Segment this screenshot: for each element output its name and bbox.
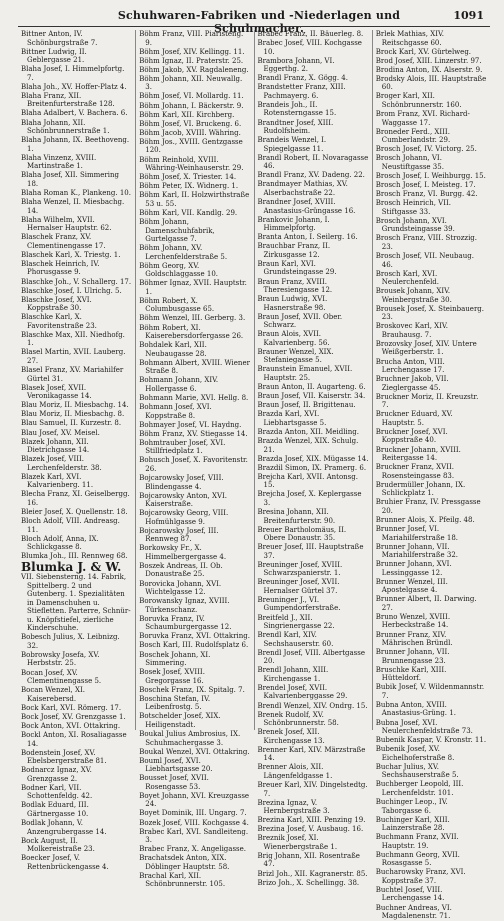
directory-entry: Bouml Josef, XVI. Liebhartsgasse 20. xyxy=(139,756,213,774)
directory-entry: Böhm Johann, Damenschuhfabrik, Gurtelgasse 7. xyxy=(139,218,215,243)
directory-entry: Böhm Robert, X. Columbusgasse 65. xyxy=(139,296,215,314)
directory-entry: Brejcha Karl, XVII. Antonsg. 15. xyxy=(257,472,358,490)
directory-entry: Blau Moriz, II. Miesbachg. 14. xyxy=(21,401,129,410)
directory-entry: Bohmann Josef, XVI. Koppstraße 8. xyxy=(139,403,212,420)
directory-entry: Brenner Karl, XIV. Märzstraße 14. xyxy=(257,745,366,763)
directory-entry: Bohmann Albert, XVIII. Wiener Straße 8. xyxy=(139,358,250,376)
directory-entry: Boschina Stefan, IV. Leibenfrostg. 5. xyxy=(139,694,211,712)
directory-entry: Brucha Anton, VIII. Lerchengasse 17. xyxy=(375,357,445,375)
directory-entry: Brizo Joh., X. Schellingg. 38. xyxy=(257,878,360,887)
directory-entry: Brousek Johann, XIV. Weinbergstraße 30. xyxy=(375,287,452,304)
directory-entry: Boschek Johann, XI. Simmering. xyxy=(139,650,211,668)
directory-entry: Braun Alois, XVII. Kalvarienberg. 56. xyxy=(257,330,330,347)
directory-entry: Blau Josef, XV. Meisel. xyxy=(21,428,100,437)
column-1 xyxy=(18,30,135,871)
directory-entry: Blau Moriz, II. Miesbachg. 8. xyxy=(21,410,125,419)
directory-entry: Breuer Karl, XIV. Dingelstedtg. 7. xyxy=(257,781,368,798)
directory-entry: Braun Ludwig, XVI. Hasnerstraße 98. xyxy=(257,295,328,312)
directory-entry: Blasel Martin, XVII. Lauberg. 27. xyxy=(21,348,126,365)
directory-entry: Böhm Robert, XI. Kaiserebersdorfergasse 26. xyxy=(139,323,244,341)
directory-entry: Bruschke Karl, XIII. Hütteldorf. xyxy=(375,665,447,683)
directory-entry: Blaha Wilhelm, XVII. Hernalser Hauptstr. 62. xyxy=(21,215,112,233)
directory-entry: Brosch Franz, VIII. Strozzig. 23. xyxy=(375,234,478,251)
directory-entry: Brejcha Josef, X. Keplergasse 3. xyxy=(257,490,362,507)
directory-entry: Brosch Josef, I. Meisteg. 17. xyxy=(375,181,476,190)
directory-entry: Brezina Josef, V. Ausbaug. 16. xyxy=(257,825,364,834)
directory-entry: Böhm Karl, VII. Kandlg. 29. xyxy=(139,208,238,217)
directory-entry: Bojcarowsky Georg, VIII. Hofmühlgasse 9. xyxy=(139,509,229,526)
directory-entry: Borowansky Ignaz, XVIII. Türkenschanz. xyxy=(139,597,230,614)
directory-entry: Brosch Josef, VII. Neubaug. 46. xyxy=(375,252,474,269)
directory-entry: Braun Josef, VII. Kaiserstr. 34. xyxy=(257,392,366,401)
directory-entry: Bozek Josef, VIII. Kochgasse 4. xyxy=(139,818,249,827)
directory-entry: Botschelder Josef, XIX. Heiligenstadt. xyxy=(139,712,221,729)
directory-entry: Brom Franz, XVI. Richard-Waggasse 17. xyxy=(375,110,470,127)
directory-entry: Blaschek Karl, X. Triestg. 1. xyxy=(21,250,121,259)
directory-entry: Breuer Josef, III. Hauptstraße 37. xyxy=(257,543,364,560)
directory-entry: Brousek Josef, X. Steinbauerg. 23. xyxy=(375,304,485,322)
directory-entry: Breuninger J., VI. Gumpendorferstraße. xyxy=(257,595,341,613)
directory-entry: Brazda Anton, XII. Meidling. xyxy=(257,427,359,436)
directory-entry: Breuninger Josef, XVIII. Schwarzspanierstr. 1. xyxy=(257,560,343,578)
directory-entry: Brendel Josef, XVII. Kalvarienberggasse 29. xyxy=(257,683,348,701)
directory-entry: Bubenik Josef, XV. Eichelhoferstraße 8. xyxy=(375,745,455,762)
directory-entry: Bock Josef, XV. Grenzgasse 1. xyxy=(21,712,126,721)
directory-entry: Brozovsky Josef, XIV. Untere Weißgerberstr. 1. xyxy=(375,339,477,357)
directory-entry: Bojcarowsky Anton, XVI. Kaiserstraße. xyxy=(139,491,228,509)
directory-entry: Brudermüller Johann, IX. Schlickplatz 1. xyxy=(375,480,466,498)
directory-entry: Buchar Julius, XV. Sechshauserstraße 5. xyxy=(375,762,459,780)
directory-entry: Bohmann Johann, XIV. Hollergasse 6. xyxy=(139,376,219,393)
directory-entry: Braun Josef, XVII. Ober. Schwarz. xyxy=(257,312,343,330)
directory-entry: Brandl Robert, II. Novaragasse 46. xyxy=(257,153,369,171)
directory-entry: Brlek Mathias, XIV. Reitschgasse 60. xyxy=(375,30,445,47)
directory-entry: Breitfeld J., XII. Singrienergasse 22. xyxy=(257,613,335,631)
directory-entry: Brock Karl, XV. Gürtelweg. xyxy=(375,47,472,56)
directory-entry: Breuer Bartholomäus, II. Obere Donaustr. 35. xyxy=(257,525,347,543)
directory-entry: Boyet Johann, XVI. Kreuzgasse 24. xyxy=(139,791,250,809)
directory-entry: Böhm Ignaz, II. Praterstr. 25. xyxy=(139,56,244,65)
directory-entry: Bubenik Kaspar, V. Kronstr. 11. xyxy=(375,736,487,745)
directory-entry: Brenner Alois, XII. Längenfeldgasse 1. xyxy=(257,763,333,780)
directory-entry: Bojcarowsky Josef, VIII. Blindengasse 4. xyxy=(139,474,224,491)
directory-entry: Brazda Josef, XIX. Mügasse 14. xyxy=(257,454,369,463)
directory-entry: Böhm Georg, XV. Goldschlaggasse 10. xyxy=(139,261,219,279)
directory-entry: Bodenstein Josef, XV. Ebelsbergerstraße 81. xyxy=(21,748,107,766)
directory-entry: Borkowsky Fr., X. Himmelbergergasse 4. xyxy=(139,544,227,561)
directory-entry: Boecker Josef, V. Rettenbrückengasse 4. xyxy=(21,854,109,871)
directory-entry: Bohusch Josef, X. Favoritenstr. 26. xyxy=(139,456,248,473)
directory-entry: Bodner Karl, VII. Schottenfeldg. 42. xyxy=(21,783,93,801)
directory-entry: Bodlak Eduard, III. Gärtnergasse 10. xyxy=(21,801,89,818)
directory-entry: Buchtel Josef, VIII. Lerchengasse 14. xyxy=(375,885,445,903)
directory-entry: VII. Siebensterng. 14. Fabrik, Spittelberg. 2 und Gutenberg. 1. Spezialitäten in Damenschuhen u. Stiefletten. Parterre, Schnür- u. Knöpfstiefel, zierliche Kinderschuhe. xyxy=(21,573,131,633)
directory-entry: Böhm Josef, X. Triester. 14. xyxy=(139,173,237,182)
directory-entry: Brosch Johann, VI. Neustiftgasse 35. xyxy=(375,154,444,171)
directory-entry: Böhm Johann, XV. Lerchenfelderstraße 5. xyxy=(139,244,228,261)
directory-entry: Blaha Joh., XV. Hoffer-Platz 4. xyxy=(21,82,127,91)
directory-entry: Böhm Josef, XIV. Kellingg. 11. xyxy=(139,47,245,56)
directory-entry: Blaschke Josef, XVI. Koppstraße 30. xyxy=(21,295,92,313)
directory-entry: Brodsky Alois, III. Hauptstraße 60. xyxy=(375,74,487,92)
directory-entry: Boschek Franz, IX. Spitalg. 7. xyxy=(139,685,245,694)
directory-entry: Brandtner Josef, XIII. Rudolfsheim. xyxy=(257,118,334,136)
directory-entry: Brosch Karl, XVI. Neulerchenfeld. xyxy=(375,269,440,287)
directory-entry: Bruhier Franz, IV. Pressgasse 20. xyxy=(375,498,481,515)
directory-entry: Brunner Franz, XIV. Mährischen Bründl. xyxy=(375,630,453,648)
directory-entry: Brunner Johann, VII. Brunnengasse 23. xyxy=(375,648,450,665)
directory-entry: Boszek Andreas, II. Ob. Donaustraße 25. xyxy=(139,561,223,579)
directory-entry: Bruckner Josef, XVI. Koppstraße 40. xyxy=(375,427,448,445)
directory-entry: Bodnarcz Ignaz, XV. Grenzgasse 2. xyxy=(21,766,92,783)
directory-entry: Brunner Albert, II. Darwing. 27. xyxy=(375,595,477,612)
directory-entry: Böhm Johann, I. Bäckerstr. 9. xyxy=(139,101,244,110)
directory-entry: Blazek Josef, VIII. Lerchenfelderstr. 38. xyxy=(21,455,102,472)
directory-entry: Böhm Karl, II. Holzwirthstraße 53 u. 55. xyxy=(139,191,250,208)
directory-entry: Bousset Josef, XVII. Rosengasse 53. xyxy=(139,774,209,791)
directory-entry: Boyet Dominik, III. Ungarg. 7. xyxy=(139,809,247,818)
directory-entry: Bock Anton, XVI. Ottakring. xyxy=(21,721,121,730)
directory-entry: Brunner Alois, X. Pfeilg. 48. xyxy=(375,515,475,524)
directory-entry: Blaha Josef, I. Himmelpfortg. 7. xyxy=(21,65,125,82)
directory-entry: Blaha Adalbert, V. Bachera. 6. xyxy=(21,109,128,118)
directory-entry: Brendl Johann, XIII. Kirchengasse 1. xyxy=(257,666,329,683)
column-3 xyxy=(254,30,372,887)
directory-entry: Bubna Josef, XVI. Neulerchenfeldstraße 73. xyxy=(375,718,473,736)
directory-entry: Brosch Johann, XVI. Grundsteingasse 39. xyxy=(375,216,455,234)
directory-entry: Branta Anton, I. Seilerg. 16. xyxy=(257,233,358,242)
directory-entry: Brendl Wenzel, XIV. Ondrg. 15. xyxy=(257,701,368,710)
directory-entry: Blaha Vinzenz, XVIII. Martinstraße 1. xyxy=(21,153,97,171)
directory-entry: Brunner Johann, VII. Mariahilferstraße 32. xyxy=(375,542,459,560)
directory-entry: Bosek Josef, XVIII. Gregorgasse 16. xyxy=(139,668,205,685)
directory-entry: Bruchner Jakob, VII. Zieglergasse 45. xyxy=(375,375,449,392)
directory-entry: Boukal Julius Ambrosius, IX. Schuhmachergasse 3. xyxy=(139,730,241,747)
directory-entry: Breznik Josef, XI. Wienerbergstraße 1. xyxy=(257,834,338,851)
directory-entry: Brunner Wenzel, III. Apostelgasse 4. xyxy=(375,577,448,595)
directory-entry: Brezina Karl, XIII. Penzing 19. xyxy=(257,816,366,825)
directory-entry: Blaha Johann, XII. Schönbrunnerstraße 1. xyxy=(21,118,110,136)
directory-entry: Braunstein Emanuel, XVII. Hauptstr. 25. xyxy=(257,365,353,382)
directory-entry: Brunner Josef, VI. Mariahilferstraße 18. xyxy=(375,525,459,542)
directory-entry: Blaschke Joh., V. Schallerg. 17. xyxy=(21,277,132,286)
directory-entry: Blaschek Heinrich, IV. Phorusgasse 9. xyxy=(21,259,100,277)
directory-columns xyxy=(18,30,490,921)
directory-entry: Brandl Franz, X. Gögg. 4. xyxy=(257,74,348,83)
directory-entry: Bloch Adolf, VIII. Andreasg. 11. xyxy=(21,517,120,534)
directory-entry: Bruckner Moriz, II. Kreuzstr. 7. xyxy=(375,392,479,410)
directory-entry: Brazdil Simon, IX. Pramerg. 6. xyxy=(257,463,367,472)
directory-entry: Blaha Roman K., Plankeng. 10. xyxy=(21,188,131,197)
directory-entry: Bock August, II. Molkereistraße 23. xyxy=(21,836,95,854)
directory-entry: Brazda Karl, XVI. Liebhartsgasse 5. xyxy=(257,410,327,427)
directory-entry: Blasek Josef, XVII. Veronikagasse 14. xyxy=(21,383,92,401)
directory-entry: Brizl Joh., XII. Kagranerstr. 85. xyxy=(257,869,368,878)
directory-entry: Bohmayer Josef, VI. Haydng. xyxy=(139,420,242,429)
directory-entry: Brauchbar Franz, II. Zirkusgasse 12. xyxy=(257,242,331,259)
directory-entry: Braun Anton, II. Augarteng. 6. xyxy=(257,383,366,392)
directory-entry: Boruvka Franz, XVI. Ottakring. xyxy=(139,632,250,641)
directory-entry: Bohmann Marie, XVI. Hellg. 8. xyxy=(139,393,249,402)
directory-entry: Böhm Josef, VI. Mollardg. 11. xyxy=(139,92,244,101)
directory-entry: Buchinger Leop., IV. Taborgasse 6. xyxy=(375,798,448,815)
directory-entry: Brachatsdek Anton, XIX. Döblinger Hauptstr. 58. xyxy=(139,854,230,871)
directory-entry: Bruno Wenzel, XVIII. Herbeckstraße 14. xyxy=(375,612,451,630)
directory-entry: Brodina Anton, IX. Alserstr. 9. xyxy=(375,65,483,74)
directory-entry: Brendl Karl, XIV. Sechshauserstr. 60. xyxy=(257,631,334,648)
directory-entry: Bocan Wenzel, XI. Kaiserebersd. xyxy=(21,686,85,703)
directory-entry: Brankovic Johann, I. Himmelpfortg. xyxy=(257,215,330,233)
directory-entry: Brenek Josef, XII. Kirchengasse 13. xyxy=(257,728,325,745)
directory-entry: Brosch Franz, VI. Burgg. 42. xyxy=(375,190,478,199)
directory-entry: Blumka Joh., III. Rennweg 68. xyxy=(21,552,128,561)
directory-entry: Böhm Peter, IX. Widnerg. 1. xyxy=(139,182,239,191)
directory-entry: Buchinger Karl, XIII. Lainzerstraße 28. xyxy=(375,815,450,833)
directory-entry: Brambora Johann, VI. Eggerthg. 2. xyxy=(257,56,335,74)
column-2 xyxy=(135,30,253,889)
directory-entry: Bocan Josef, XV. Clementinengasse 5. xyxy=(21,668,102,686)
directory-entry: Buchberger Leopold, III. Lerchenfeldstr. 101. xyxy=(375,780,464,797)
directory-entry: Brosch Josef, I. Weihburgg. 15. xyxy=(375,171,486,180)
directory-entry: Böhm Karl, XII. Kirchberg. xyxy=(139,110,235,119)
directory-entry: Brezina Ignaz, V. Hernbergstraße 3. xyxy=(257,798,330,816)
page-title: Schuhwaren-Fabriken und -Niederlagen und Schuhmacher. xyxy=(117,9,401,35)
directory-entry: Brauner Wenzel, XIX. Stefaniegasse 5. xyxy=(257,347,334,365)
directory-entry: Buchmann Georg, XVII. Rosasgasse 5. xyxy=(375,850,460,868)
directory-entry: Bleier Josef, X. Quellenstr. 18. xyxy=(21,508,128,516)
directory-entry: Böhm Josef, VI. Bruckeng. 6. xyxy=(139,119,242,128)
directory-entry: Brig Johann, XII. Rosentraße 47. xyxy=(257,851,360,869)
directory-entry: Blaschke Karl, X. Favoritenstraße 23. xyxy=(21,313,97,330)
directory-entry: Böhm Jacob, XVIII. Währing. xyxy=(139,128,241,137)
directory-entry: Bohdalek Karl, XII. Neubaugasse 28. xyxy=(139,341,207,358)
directory-entry: Bresina Johann, XII. Breitenfurterstr. 90. xyxy=(257,508,336,525)
directory-entry: Brendl Josef, VIII. Albertgasse 20. xyxy=(257,648,365,666)
directory-entry: Bittner Ludwig, II. Geblergasse 21. xyxy=(21,47,87,65)
directory-entry: Bock Karl, XVI. Römerg. 17. xyxy=(21,703,122,712)
directory-entry: Blaha Franz, XII. Breitenfurterstraße 128. xyxy=(21,91,115,109)
directory-entry: Braun Franz, XVIII. Theresiengasse 12. xyxy=(257,277,333,294)
directory-entry: Blaschke Max, XII. Niedhofg. 1. xyxy=(21,330,125,348)
directory-entry: Blaha Josef, XII. Simmering 18. xyxy=(21,171,119,188)
directory-entry: Bruckner Franz, XVII. Rosensteingasse 83. xyxy=(375,463,455,480)
directory-entry: Böhm Wenzel, III. Gerberg. 3. xyxy=(139,314,246,323)
directory-entry: Brandeis Wenzel, I. Spiegelgasse 11. xyxy=(257,136,327,153)
directory-entry: Bobesch Julius, X. Leibnizg. 32. xyxy=(21,633,120,650)
directory-entry: Brabec Franz, II. Bäuerleg. 8. xyxy=(257,30,364,38)
directory-entry: Broneder Ferd., XIII. Cumberlandstr. 29. xyxy=(375,127,451,145)
directory-entry: Blecha Franz, XI. Geiselbergg. 16. xyxy=(21,490,130,507)
directory-entry: Brosch Josef, IV. Victorg. 25. xyxy=(375,145,477,154)
directory-entry: Bosch Karl, III. Rudolfsplatz 6. xyxy=(139,641,249,650)
directory-entry: Brandner Josef, XVIII. Anastasius-Grüngasse 16. xyxy=(257,198,356,215)
directory-entry: Bockl Anton, XI. Rosaliagasse 14. xyxy=(21,731,127,748)
directory-entry: Buchmann Franz, XVII. Hauptstr. 19. xyxy=(375,833,459,850)
directory-entry: Bodlak Johann, V. Anzengrubergasse 14. xyxy=(21,819,107,836)
directory-entry: Böhm Reinhold, XVIII. Währing-Weinhauserstr. 29. xyxy=(139,155,244,173)
directory-entry: Blasel Franz, XV. Mariahilfer Gürtel 31. xyxy=(21,366,124,383)
directory-entry: Böhm Jakob, XV. Ragdaleneng. xyxy=(139,65,249,74)
directory-entry: Bobrowsky Josefa, XV. Herbststr. 25. xyxy=(21,650,100,668)
directory-entry: Blau Samuel, II. Kurzestr. 8. xyxy=(21,419,122,428)
directory-entry: Brod Josef, XIII. Linzerstr. 97. xyxy=(375,56,482,65)
directory-entry: Böhm Franz, VIII. Piaristeng. 9. xyxy=(139,30,244,47)
header-rule xyxy=(18,26,490,27)
directory-entry: Blaschke Josef, I. Ulrichg. 5. xyxy=(21,286,122,295)
directory-entry: Brenek Rudolf, XV. Schönbrunnerstr. 58. xyxy=(257,710,339,728)
directory-entry: Bruckner Johann, XVIII. Reitergasse 14. xyxy=(375,445,461,463)
directory-entry: Bubik Josef, V. Wildenmannstr. 7. xyxy=(375,683,485,700)
directory-entry: Braun Karl, XVI. Grundsteingasse 29. xyxy=(257,259,337,277)
directory-entry: Blaha Wenzel, II. Miesbachg. 14. xyxy=(21,198,125,215)
directory-entry: Brosch Heinrich, VII. Stiftgasse 33. xyxy=(375,199,451,216)
directory-entry: Brandstetter Franz, XIII. Pachmayerg. 6. xyxy=(257,83,346,100)
directory-entry: Blaha Johann, IX. Beethoveng. 1. xyxy=(21,136,130,153)
directory-entry: Borovicka Johann, XVI. Wichtelgasse 12. xyxy=(139,579,222,597)
directory-entry: Bojcarowsky Josef, III. Rennweg 87. xyxy=(139,526,219,544)
column-4 xyxy=(372,30,490,921)
directory-entry: Blazek Karl, XVI. Kalvarienberg. 11. xyxy=(21,472,94,490)
directory-entry: Brandl Franz, XV. Dadeng. 22. xyxy=(257,171,365,180)
directory-entry: Bloch Adolf, Anna, IX. Schlickgasse 8. xyxy=(21,534,99,552)
directory-entry: Bohmtrauber Josef, XVI. Stillfriedplatz 1. xyxy=(139,438,226,456)
directory-entry: Buchner Andreas, VI. Magdalenenstr. 71. xyxy=(375,903,452,921)
directory-entry: Bubna Anton, XVIII. Anastasius-Grüng. 1. xyxy=(375,700,456,718)
directory-entry: Brandmayer Mathias, XV. Alserbachstraße 22. xyxy=(257,180,348,197)
directory-entry: Böhm Jos., XVIII. Gentzgasse 120. xyxy=(139,137,243,155)
directory-entry: Broskovec Karl, XIV. Brauhausg. 7. xyxy=(375,322,448,339)
directory-entry: Breuninger Josef, XVII. Hernalser Gürtel 37. xyxy=(257,578,340,595)
directory-entry: Bruckner Eduard, XV. Hauptstr. 5. xyxy=(375,410,453,427)
directory-entry: Blaschek Franz, XV. Clementinengasse 17. xyxy=(21,233,106,250)
directory-entry: Bittner Anton, IV. Schönburgstraße 7. xyxy=(21,30,98,47)
directory-entry: Boukal Wenzel, XVI. Ottakring. xyxy=(139,747,250,756)
directory-entry: Boruvka Franz, IV. Schaumburgergasse 12. xyxy=(139,614,232,632)
directory-entry: Bucharowsky Franz, XVI. Koppstraße 37. xyxy=(375,868,466,885)
directory-entry: Brunner Johann, XVI. Lessinggasse 12. xyxy=(375,560,452,577)
directory-entry: Brandeis Joh., II. Rotensterngasse 15. xyxy=(257,100,337,118)
directory-entry: Böhmer Ignaz, XVII. Hauptstr. 1. xyxy=(139,279,247,296)
directory-entry: Brabec Karl, XVI. Sandleiteng. 3. xyxy=(139,827,249,845)
directory-entry: Brabec Franz, X. Angeligasse. xyxy=(139,845,247,854)
directory-entry: Blazek Johann, XII. Dietrichgasse 14. xyxy=(21,437,90,455)
directory-entry: Braun Josef, II. Brigittenau. xyxy=(257,401,356,410)
directory-entry: Brachal Karl, XII. Schönbrunnerstr. 105. xyxy=(139,871,226,889)
directory-entry: Böhm Franz, XV. Stiegasse 14. xyxy=(139,429,248,438)
directory-entry: Blumka J. & W. xyxy=(21,559,122,574)
page-number: 1091 xyxy=(453,9,484,22)
directory-entry: Brazda Wenzel, XIX. Schulg. 21. xyxy=(257,437,359,454)
directory-entry: Brabec Josef, VIII. Kochgasse 10. xyxy=(257,39,362,56)
directory-entry: Broger Karl, XII. Schönbrunnerstr. 160. xyxy=(375,92,462,109)
directory-entry: Böhm Johann, XII. Neuwallg. 3. xyxy=(139,74,243,92)
